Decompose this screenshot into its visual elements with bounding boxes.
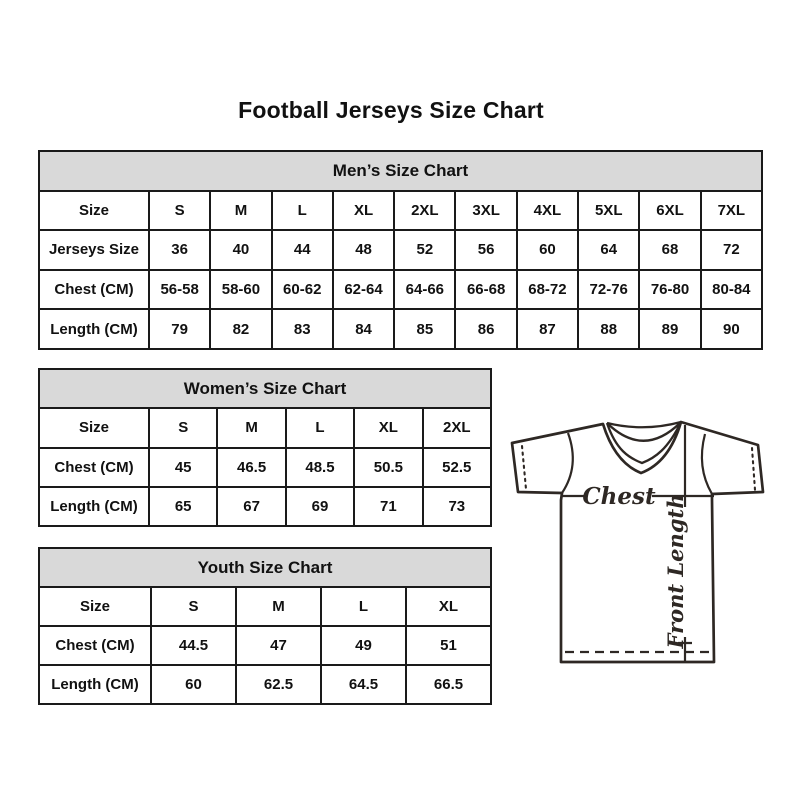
table-row bbox=[39, 448, 491, 487]
table-header-row bbox=[39, 369, 491, 408]
table-row bbox=[39, 309, 762, 349]
row-label: Length (CM) bbox=[39, 665, 151, 704]
cell-value: L bbox=[321, 587, 406, 626]
womens-size-table bbox=[38, 368, 492, 527]
cell-value: 65 bbox=[149, 487, 217, 526]
cell-value: 48.5 bbox=[286, 448, 354, 487]
cell-value: S bbox=[149, 191, 210, 231]
right-armhole-seam bbox=[702, 434, 712, 494]
cell-value: M bbox=[217, 408, 285, 447]
cell-value: 36 bbox=[149, 230, 210, 270]
cell-value: XL bbox=[406, 587, 491, 626]
table-row bbox=[39, 230, 762, 270]
cell-value: M bbox=[210, 191, 271, 231]
jersey-diagram bbox=[500, 405, 775, 673]
front-length-measure-label: Front Length bbox=[663, 493, 688, 649]
cell-value: 80-84 bbox=[701, 270, 762, 310]
cell-value: XL bbox=[333, 191, 394, 231]
youth-size-table bbox=[38, 547, 492, 705]
cell-value: 62.5 bbox=[236, 665, 321, 704]
cell-value: 85 bbox=[394, 309, 455, 349]
row-label: Chest (CM) bbox=[39, 270, 149, 310]
cell-value: S bbox=[149, 408, 217, 447]
cell-value: 58-60 bbox=[210, 270, 271, 310]
cell-value: 88 bbox=[578, 309, 639, 349]
cell-value: 47 bbox=[236, 626, 321, 665]
table-row bbox=[39, 191, 762, 231]
mens-size-table bbox=[38, 150, 763, 350]
cell-value: 87 bbox=[517, 309, 578, 349]
chest-measure-label: Chest bbox=[582, 483, 656, 510]
cell-value: 71 bbox=[354, 487, 422, 526]
cell-value: 49 bbox=[321, 626, 406, 665]
cell-value: 67 bbox=[217, 487, 285, 526]
cell-value: 50.5 bbox=[354, 448, 422, 487]
cell-value: 64 bbox=[578, 230, 639, 270]
cell-value: XL bbox=[354, 408, 422, 447]
row-label: Length (CM) bbox=[39, 309, 149, 349]
cell-value: 72-76 bbox=[578, 270, 639, 310]
table-row bbox=[39, 487, 491, 526]
row-label: Length (CM) bbox=[39, 487, 149, 526]
cell-value: 89 bbox=[639, 309, 700, 349]
cell-value: 69 bbox=[286, 487, 354, 526]
cell-value: 64-66 bbox=[394, 270, 455, 310]
row-label: Jerseys Size bbox=[39, 230, 149, 270]
collar-top-line bbox=[607, 422, 681, 427]
cell-value: 60-62 bbox=[272, 270, 333, 310]
cell-value: 60 bbox=[517, 230, 578, 270]
cell-value: 5XL bbox=[578, 191, 639, 231]
cell-value: 7XL bbox=[701, 191, 762, 231]
cell-value: 56-58 bbox=[149, 270, 210, 310]
cell-value: 90 bbox=[701, 309, 762, 349]
cell-value: S bbox=[151, 587, 236, 626]
cell-value: 62-64 bbox=[333, 270, 394, 310]
table-row bbox=[39, 626, 491, 665]
cell-value: 64.5 bbox=[321, 665, 406, 704]
cell-value: 68-72 bbox=[517, 270, 578, 310]
cell-value: 79 bbox=[149, 309, 210, 349]
table-header-row bbox=[39, 548, 491, 587]
cell-value: 2XL bbox=[394, 191, 455, 231]
cell-value: M bbox=[236, 587, 321, 626]
cell-value: 68 bbox=[639, 230, 700, 270]
left-sleeve-stitch-dotted-line bbox=[522, 446, 526, 489]
table-title: Youth Size Chart bbox=[39, 548, 491, 587]
cell-value: 82 bbox=[210, 309, 271, 349]
table-header-row bbox=[39, 151, 762, 191]
cell-value: 2XL bbox=[423, 408, 491, 447]
table-title: Men’s Size Chart bbox=[39, 151, 762, 191]
cell-value: 46.5 bbox=[217, 448, 285, 487]
cell-value: 44.5 bbox=[151, 626, 236, 665]
table-row bbox=[39, 408, 491, 447]
cell-value: 48 bbox=[333, 230, 394, 270]
cell-value: L bbox=[272, 191, 333, 231]
cell-value: 56 bbox=[455, 230, 516, 270]
cell-value: 73 bbox=[423, 487, 491, 526]
cell-value: 83 bbox=[272, 309, 333, 349]
cell-value: L bbox=[286, 408, 354, 447]
cell-value: 52 bbox=[394, 230, 455, 270]
cell-value: 66-68 bbox=[455, 270, 516, 310]
table-row bbox=[39, 587, 491, 626]
cell-value: 52.5 bbox=[423, 448, 491, 487]
row-label: Size bbox=[39, 408, 149, 447]
cell-value: 84 bbox=[333, 309, 394, 349]
jersey-outline-shape bbox=[512, 422, 763, 662]
cell-value: 4XL bbox=[517, 191, 578, 231]
table-row bbox=[39, 665, 491, 704]
table-row bbox=[39, 270, 762, 310]
cell-value: 40 bbox=[210, 230, 271, 270]
cell-value: 86 bbox=[455, 309, 516, 349]
row-label: Size bbox=[39, 191, 149, 231]
cell-value: 45 bbox=[149, 448, 217, 487]
right-sleeve-stitch-dotted-line bbox=[752, 448, 755, 490]
cell-value: 51 bbox=[406, 626, 491, 665]
cell-value: 6XL bbox=[639, 191, 700, 231]
cell-value: 60 bbox=[151, 665, 236, 704]
cell-value: 72 bbox=[701, 230, 762, 270]
page-title: Football Jerseys Size Chart bbox=[238, 97, 544, 123]
left-armhole-seam bbox=[562, 433, 573, 493]
row-label: Chest (CM) bbox=[39, 626, 151, 665]
cell-value: 3XL bbox=[455, 191, 516, 231]
cell-value: 76-80 bbox=[639, 270, 700, 310]
row-label: Chest (CM) bbox=[39, 448, 149, 487]
cell-value: 66.5 bbox=[406, 665, 491, 704]
cell-value: 44 bbox=[272, 230, 333, 270]
row-label: Size bbox=[39, 587, 151, 626]
table-title: Women’s Size Chart bbox=[39, 369, 491, 408]
